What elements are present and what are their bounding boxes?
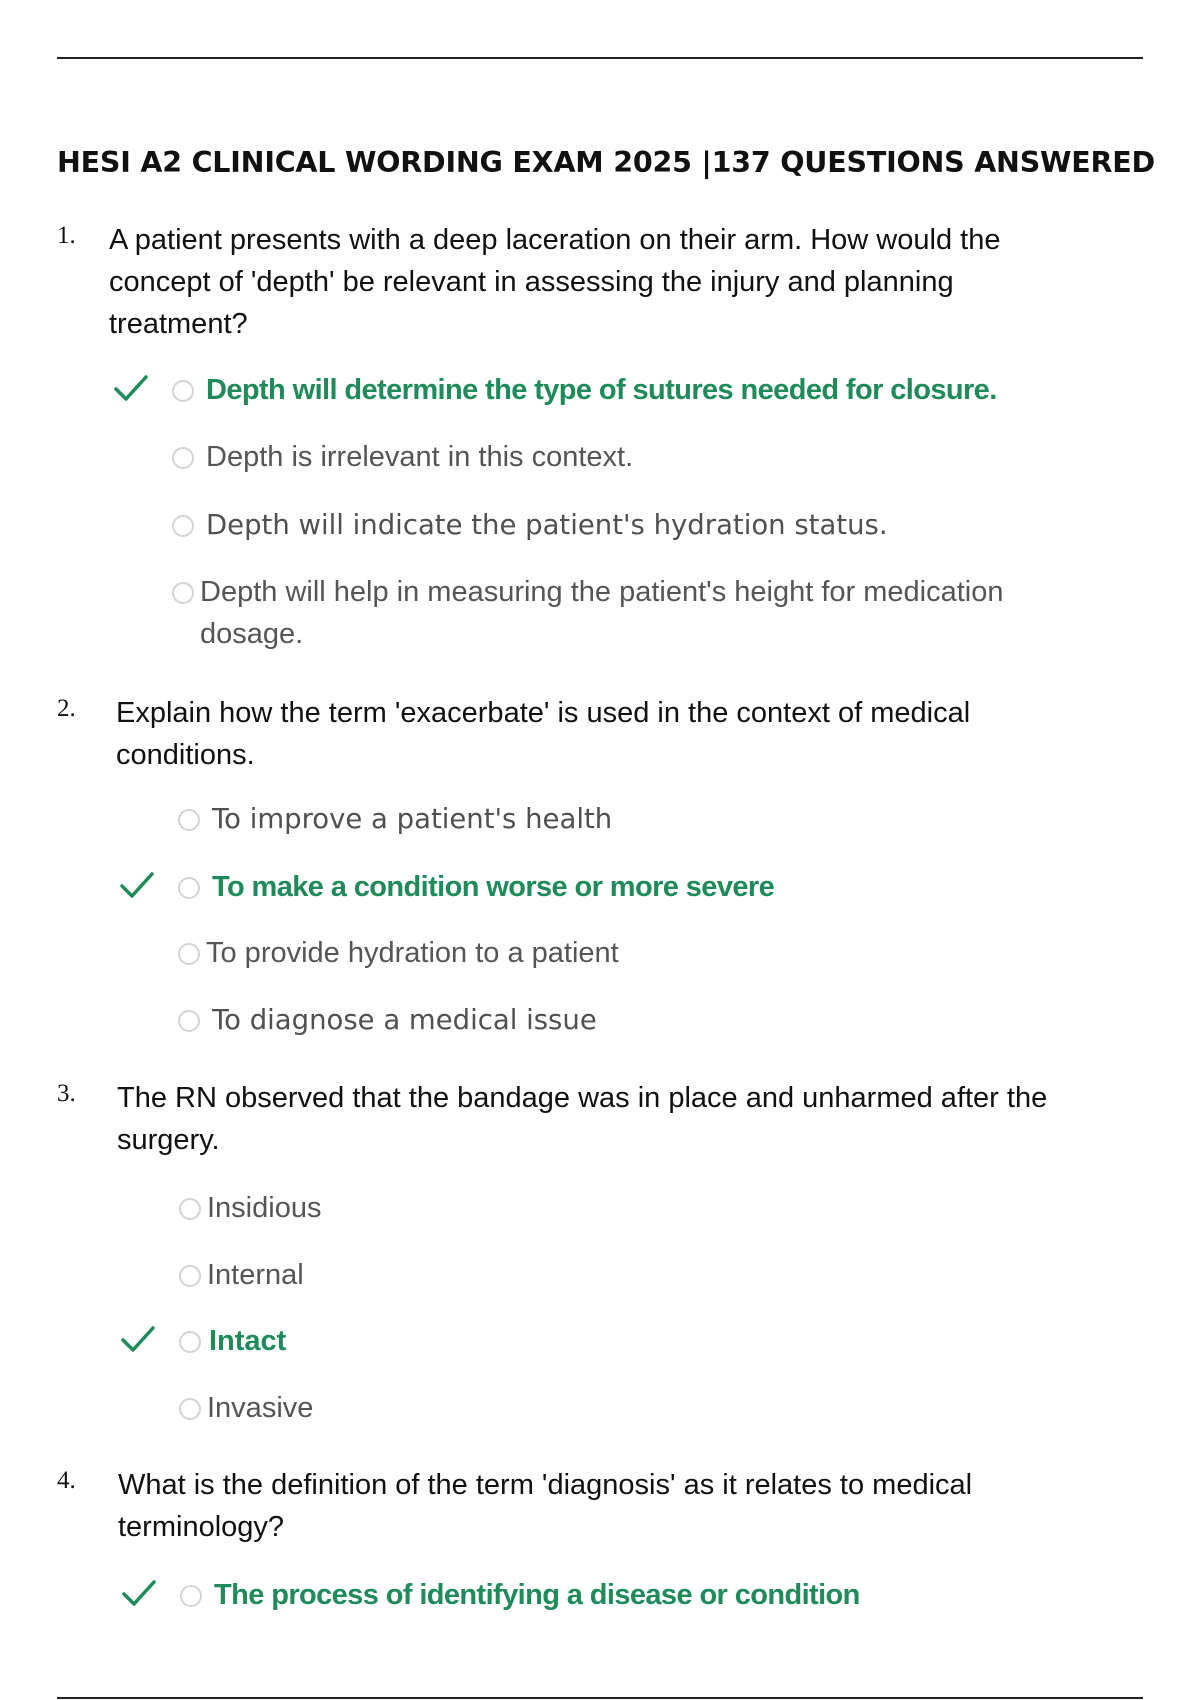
answer-text: Insidious [207, 1192, 322, 1224]
radio-icon[interactable] [172, 515, 194, 537]
checkmark-icon [119, 1322, 157, 1356]
radio-icon[interactable] [178, 877, 200, 899]
answer-text: The process of identifying a disease or condition [214, 1579, 860, 1611]
question-text: A patient presents with a deep laceration on their arm. How would the concept of 'depth' be relevant in assessing the injury and planning treatment? [109, 224, 1001, 340]
answer-option[interactable] [178, 932, 619, 974]
question-number: 3. [57, 1080, 76, 1107]
answer-text: To improve a patient's health [212, 803, 613, 835]
bottom-rule [57, 1697, 1143, 1699]
answer-option[interactable] [172, 436, 633, 478]
answer-option-correct[interactable] [178, 866, 774, 908]
question-number: 4. [57, 1467, 76, 1494]
question-4 [57, 1464, 1087, 1548]
question-number: 1. [57, 222, 76, 249]
answer-text: Intact [209, 1325, 287, 1357]
top-rule [57, 57, 1143, 59]
question-number: 2. [57, 695, 76, 722]
answer-option-correct[interactable] [179, 1320, 286, 1362]
radio-icon[interactable] [179, 1398, 201, 1420]
page-title: HESI A2 CLINICAL WORDING EXAM 2025 |137 QUESTIONS ANSWERED [57, 146, 1156, 179]
checkmark-icon [112, 371, 150, 405]
radio-icon[interactable] [178, 809, 200, 831]
answer-option-correct[interactable] [172, 369, 997, 411]
answer-text: Depth will indicate the patient's hydration status. [206, 509, 888, 541]
answer-text: Depth is irrelevant in this context. [206, 441, 634, 473]
radio-icon[interactable] [178, 1010, 200, 1032]
answer-text: To provide hydration to a patient [206, 937, 619, 969]
radio-icon[interactable] [172, 582, 194, 604]
question-1 [57, 219, 1087, 345]
answer-option[interactable] [179, 1187, 321, 1229]
answer-option[interactable] [178, 999, 597, 1041]
radio-icon[interactable] [179, 1198, 201, 1220]
answer-text: Internal [207, 1259, 304, 1291]
question-2 [57, 692, 1087, 776]
answer-option[interactable] [179, 1387, 313, 1429]
question-text: What is the definition of the term 'diagnosis' as it relates to medical terminology? [118, 1469, 973, 1543]
question-text: The RN observed that the bandage was in place and unharmed after the surgery. [117, 1082, 1048, 1156]
answer-text: Depth will determine the type of sutures needed for closure. [206, 374, 997, 406]
answer-option[interactable] [172, 504, 888, 546]
answer-option[interactable] [179, 1254, 304, 1296]
radio-icon[interactable] [179, 1265, 201, 1287]
question-text: Explain how the term 'exacerbate' is used in the context of medical conditions. [116, 697, 971, 771]
radio-icon[interactable] [179, 1331, 201, 1353]
radio-icon[interactable] [172, 380, 194, 402]
answer-text: To make a condition worse or more severe [212, 871, 775, 903]
radio-icon[interactable] [180, 1585, 202, 1607]
checkmark-icon [118, 868, 156, 902]
answer-option-correct[interactable] [180, 1574, 860, 1616]
question-3 [57, 1077, 1087, 1161]
radio-icon[interactable] [172, 447, 194, 469]
radio-icon[interactable] [178, 943, 200, 965]
answer-option[interactable] [172, 571, 1080, 655]
answer-option[interactable] [178, 798, 612, 840]
checkmark-icon [120, 1576, 158, 1610]
answer-text: Invasive [207, 1392, 314, 1424]
answer-text: Depth will help in measuring the patient's height for medication dosage. [200, 576, 1004, 650]
answer-text: To diagnose a medical issue [212, 1004, 597, 1036]
